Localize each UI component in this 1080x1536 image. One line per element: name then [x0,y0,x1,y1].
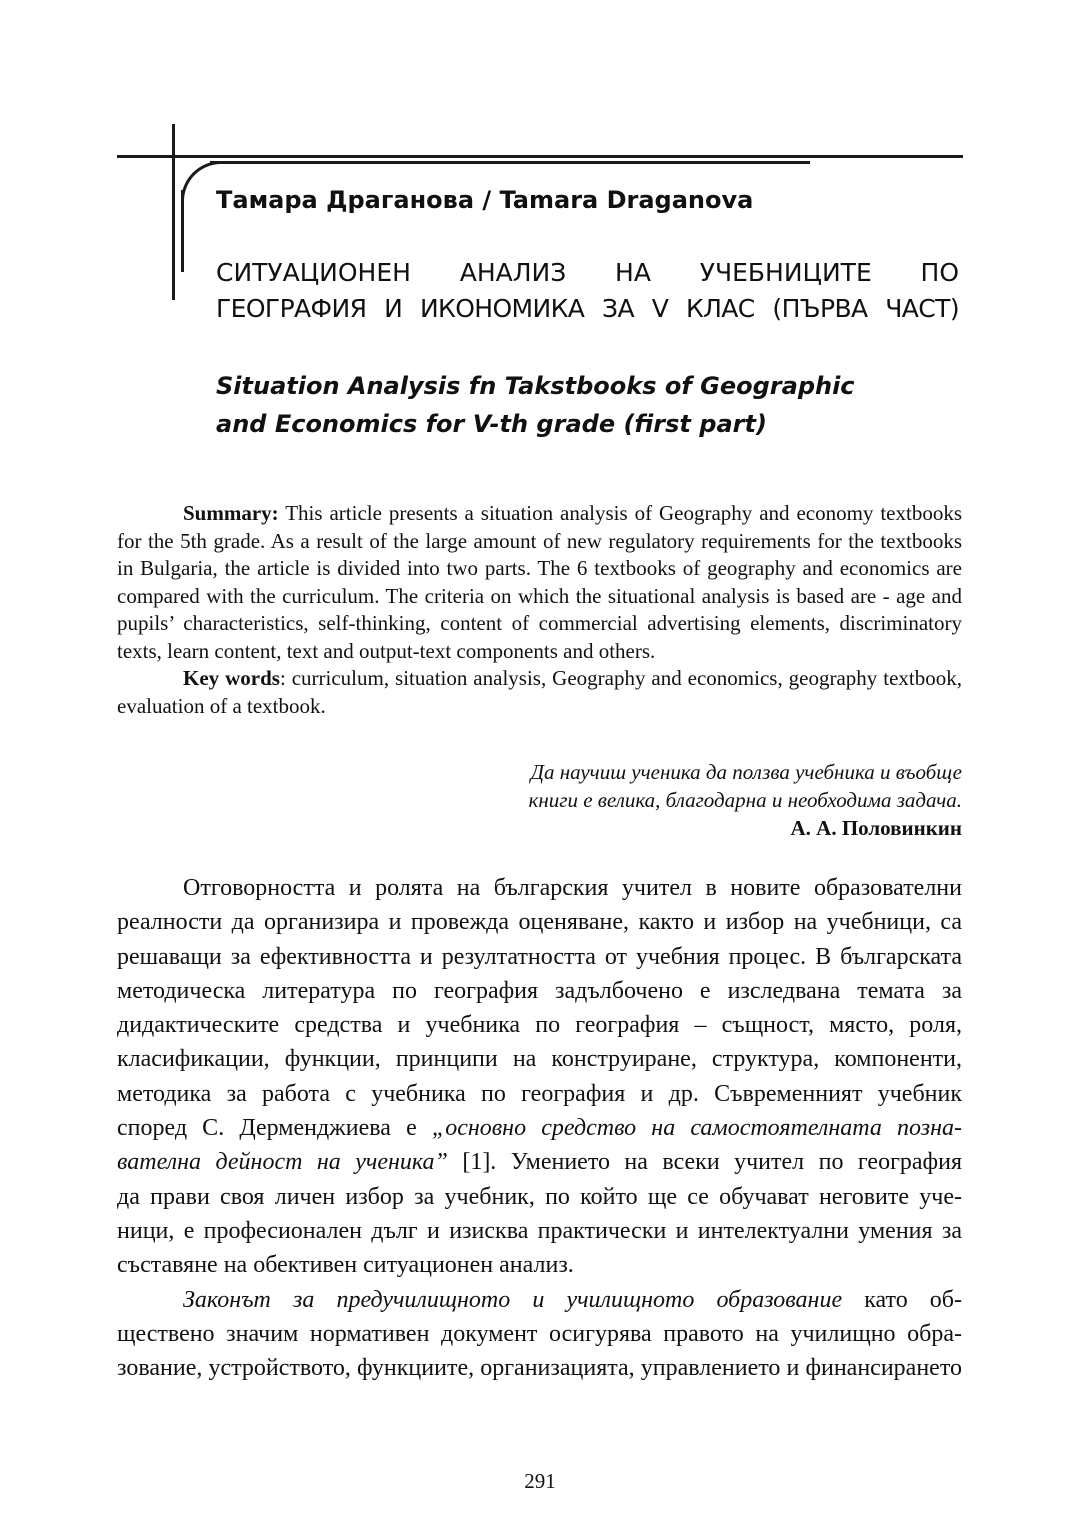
title-bg-line: ГЕОГРАФИЯ И ИКОНОМИКА ЗА V КЛАС (ПЪРВА ЧАСТ) [216,294,959,323]
article-title-english [216,367,855,443]
body-line: методика за работа с учебника по география и др. Съвременният учебник [117,1080,962,1107]
body-line: ществено значим нормативен документ осигурява правото на училищно обра- [117,1320,962,1347]
summary-text: This article presents a situation analysis of Geography and economy textbooks for the 5th grade. As a result of the large amount of new regulatory requirements for the textbooks in Bulgaria, the article is divided into two parts. The 6 textbooks of geography and economics are compared with the curriculum. The criteria on which the situational analysis is based are - age and pupils’ characteristics, self-thinking, content of commercial advertising elements, discriminatory texts, learn content, text and output-text components and others. [117,501,963,663]
body-line: зование, устройството, функциите, организацията, управлението и финансирането [117,1355,962,1382]
title-en-line: Situation Analysis fn Takstbooks of Geographic [216,372,855,400]
body-line: методическа литература по география задълбочено е изследвана темата за [117,977,962,1004]
epigraph-quote-line: книги е велика, благодарна и необходима задача. [528,788,962,812]
summary-paragraph [117,500,962,665]
body-line: съставяне на обективен ситуационен анализ. [117,1252,574,1279]
keywords-text: : curriculum, situation analysis, Geography and economics, geography textbook, evaluation of a textbook. [117,666,962,718]
body-text: според С. Дерменджиева е [117,1115,432,1142]
body-line: класификации, функции, принципи на конструиране, структура, компоненти, [117,1046,962,1073]
title-en-line: and Economics for V-th grade (first part) [216,410,767,438]
quote-italic: вателна дейност на ученика” [117,1149,448,1176]
body-line-mixed [117,1283,962,1317]
title-bg-line: СИТУАЦИОНЕН АНАЛИЗ НА УЧЕБНИЦИТЕ ПО [216,258,959,287]
body-line: да прави своя личен избор за учебник, по който ще се обучават неговите уче- [117,1183,962,1210]
body-line: ници, е професионален дълг и изисква практически и интелектуални умения за [117,1217,962,1244]
body-text: [1]. Умението на всеки учител по география [447,1149,962,1176]
body-line: реалности да организира и провежда оценяване, както и избор на учебници, са [117,909,962,936]
keywords-label: Key words [183,666,280,690]
epigraph [362,758,962,842]
epigraph-quote-line: Да научиш ученика да ползва учебника и въобще [530,760,962,784]
body-line: дидактическите средства и учебника по география – същност, място, роля, [117,1012,962,1039]
body-line: решаващи за ефективността и резултатността от учебния процес. В българската [117,943,962,970]
summary-label: Summary: [183,501,279,525]
frame-vertical-rule-left [172,124,175,300]
body-line-mixed [117,1111,962,1145]
frame-horizontal-rule-top [117,155,963,158]
abstract [117,500,962,720]
body-line-mixed [117,1145,962,1179]
author-name: Тамара Драганова / Tamara Draganova [216,186,754,214]
quote-italic: „основно средство на самостоятелната позна- [431,1115,962,1142]
frame-inner-vertical-rule [181,190,184,272]
body-line: Отговорността и ролята на българския учител в новите образователни [183,875,962,901]
keywords-paragraph [117,665,962,720]
body-text: като об- [842,1286,962,1313]
epigraph-source: А. А. Половинкин [790,816,962,840]
page-number: 291 [524,1469,556,1493]
article-title-bulgarian [216,255,959,327]
article-body [117,871,962,1385]
frame-inner-horizontal-rule [210,161,810,164]
frame-corner-curve [181,161,221,201]
law-title-italic: Законът за предучилищното и училищното образование [183,1286,843,1313]
